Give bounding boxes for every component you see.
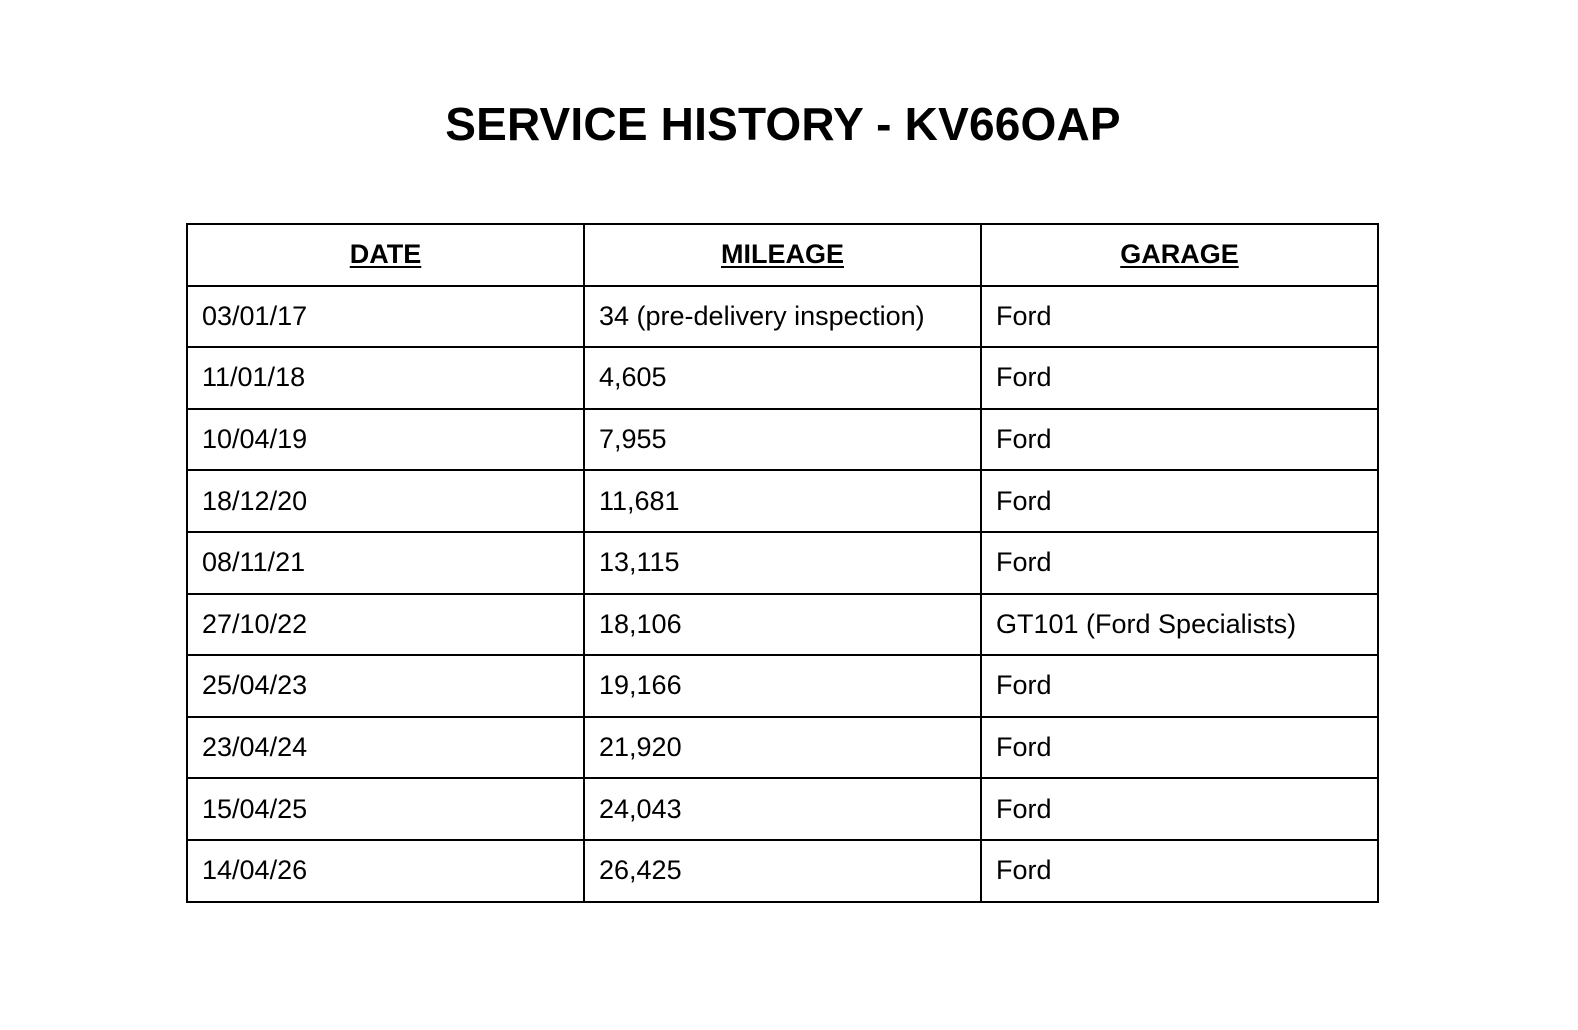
mileage-cell: 7,955 (584, 409, 981, 471)
table-row (187, 286, 1378, 348)
mileage-cell: 19,166 (584, 655, 981, 717)
date-cell: 25/04/23 (187, 655, 584, 717)
table-row (187, 594, 1378, 656)
table-row (187, 840, 1378, 902)
mileage-cell: 21,920 (584, 717, 981, 779)
mileage-cell: 4,605 (584, 347, 981, 409)
garage-cell: Ford (981, 778, 1378, 840)
table-row (187, 409, 1378, 471)
garage-cell: Ford (981, 717, 1378, 779)
date-cell: 14/04/26 (187, 840, 584, 902)
column-header-date: DATE (187, 224, 584, 286)
date-cell: 18/12/20 (187, 470, 584, 532)
date-cell: 23/04/24 (187, 717, 584, 779)
table-row (187, 717, 1378, 779)
garage-cell: Ford (981, 286, 1378, 348)
date-cell: 03/01/17 (187, 286, 584, 348)
table-row (187, 532, 1378, 594)
table-row (187, 470, 1378, 532)
column-header-mileage: MILEAGE (584, 224, 981, 286)
date-cell: 27/10/22 (187, 594, 584, 656)
table-row (187, 347, 1378, 409)
mileage-cell: 34 (pre-delivery inspection) (584, 286, 981, 348)
garage-cell: Ford (981, 347, 1378, 409)
date-cell: 08/11/21 (187, 532, 584, 594)
table-row (187, 655, 1378, 717)
mileage-cell: 26,425 (584, 840, 981, 902)
mileage-cell: 11,681 (584, 470, 981, 532)
page-title: SERVICE HISTORY - KV66OAP (445, 98, 1121, 150)
service-history-table (186, 223, 1379, 903)
garage-cell: GT101 (Ford Specialists) (981, 594, 1378, 656)
mileage-cell: 24,043 (584, 778, 981, 840)
mileage-cell: 13,115 (584, 532, 981, 594)
table-row (187, 778, 1378, 840)
column-header-garage: GARAGE (981, 224, 1378, 286)
mileage-cell: 18,106 (584, 594, 981, 656)
date-cell: 15/04/25 (187, 778, 584, 840)
garage-cell: Ford (981, 532, 1378, 594)
garage-cell: Ford (981, 409, 1378, 471)
table-header-row (187, 224, 1378, 286)
garage-cell: Ford (981, 840, 1378, 902)
date-cell: 11/01/18 (187, 347, 584, 409)
garage-cell: Ford (981, 655, 1378, 717)
date-cell: 10/04/19 (187, 409, 584, 471)
garage-cell: Ford (981, 470, 1378, 532)
